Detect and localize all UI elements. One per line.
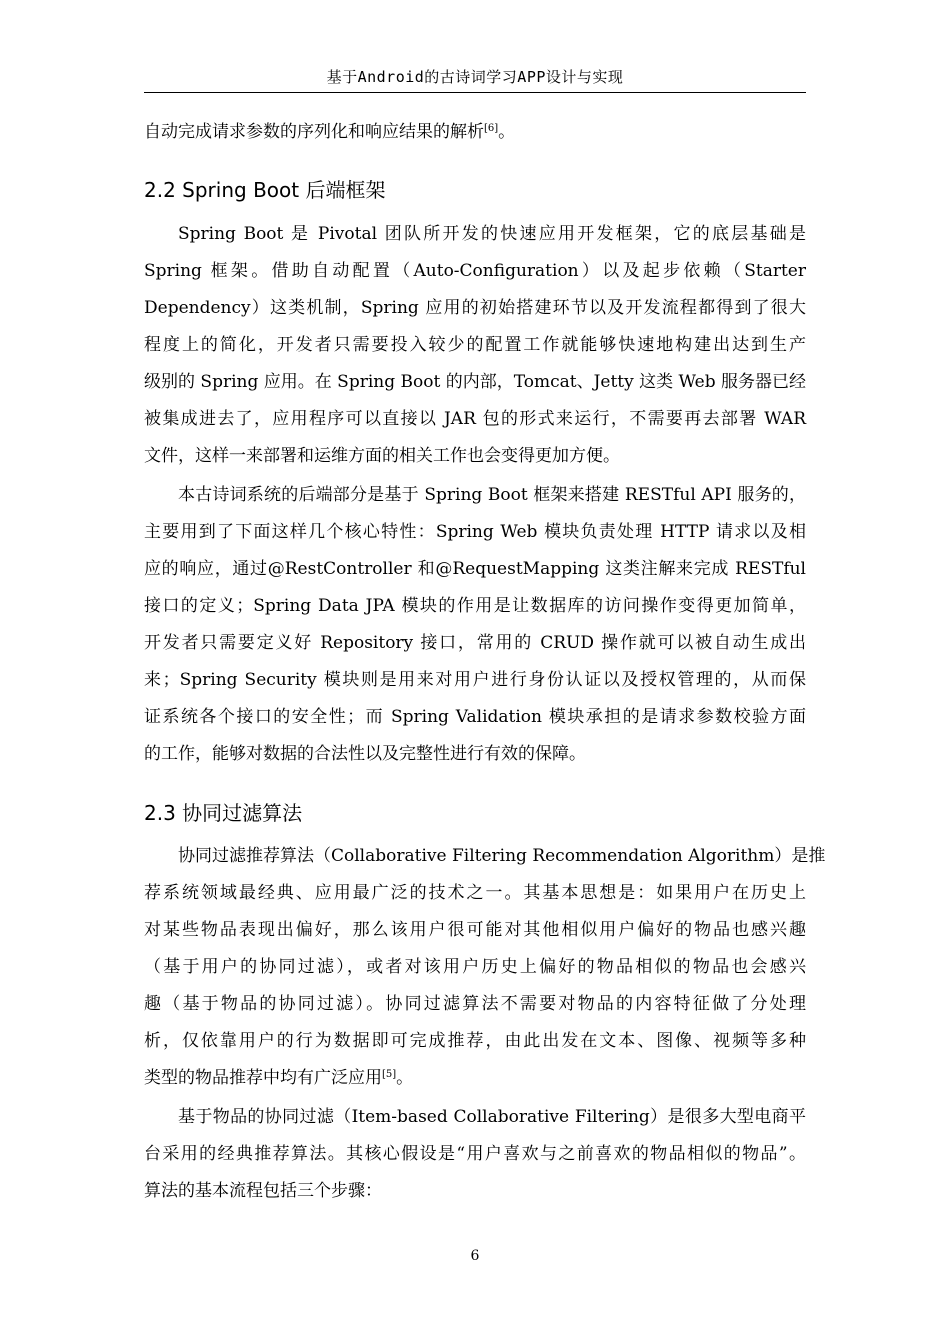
citation-ref: [5] [382,1069,397,1080]
paragraph-line: 应的响应，通过@RestController 和@RequestMapping 这类注解来完成 RESTful [144,559,806,579]
paragraph-line: 对某些物品表现出偏好，那么该用户很可能对其他相似用户偏好的物品也感兴趣 [144,920,806,940]
paragraph-line: Spring Boot 是 Pivotal 团队所开发的快速应用开发框架，它的底层基础是 [178,224,806,244]
paragraph-line: 开发者只需要定义好 Repository 接口，常用的 CRUD 操作就可以被自动生成出 [144,633,806,653]
paragraph-line: 台采用的经典推荐算法。其核心假设是“用户喜欢与之前喜欢的物品相似的物品”。 [144,1144,806,1164]
paragraph-line: （基于用户的协同过滤），或者对该用户历史上偏好的物品相似的物品也会感兴 [144,957,806,977]
header-rule [144,92,806,93]
paragraph-line: 程度上的简化，开发者只需要投入较少的配置工作就能够快速地构建出达到生产 [144,335,806,355]
text-span: 。 [498,122,516,142]
paragraph-line: 的工作，能够对数据的合法性以及完整性进行有效的保障。 [144,744,586,764]
paragraph-line [144,1068,806,1088]
paragraph-line: 算法的基本流程包括三个步骤： [144,1181,382,1201]
paragraph-line: 证系统各个接口的安全性；而 Spring Validation 模块承担的是请求参数校验方面 [144,707,806,727]
paragraph-line [144,122,806,142]
paragraph-line: 协同过滤推荐算法（Collaborative Filtering Recommendation Algorithm）是推 [178,846,826,866]
citation-ref: [6] [484,123,499,134]
text-span: 自动完成请求参数的序列化和响应结果的解析 [144,122,484,142]
text-span: 类型的物品推荐中均有广泛应用 [144,1068,382,1088]
paragraph-line: 析，仅依靠用户的行为数据即可完成推荐，由此出发在文本、图像、视频等多种 [144,1031,806,1051]
section-heading-2-3: 2.3 协同过滤算法 [144,801,303,825]
paragraph-line: 主要用到了下面这样几个核心特性：Spring Web 模块负责处理 HTTP 请求以及相 [144,522,806,542]
text-span: 。 [396,1068,414,1088]
paragraph-line: 趣（基于物品的协同过滤）。协同过滤算法不需要对物品的内容特征做了分处理 [144,994,806,1014]
paragraph-line: 接口的定义；Spring Data JPA 模块的作用是让数据库的访问操作变得更加简单， [144,596,806,616]
paragraph-line: 来；Spring Security 模块则是用来对用户进行身份认证以及授权管理的，从而保 [144,670,806,690]
page-number: 6 [470,1248,480,1264]
paragraph-line: Spring 框架。借助自动配置（Auto-Configuration）以及起步依赖（Starter [144,261,806,281]
section-heading-2-2: 2.2 Spring Boot 后端框架 [144,178,386,202]
paragraph-line: 荐系统领域最经典、应用最广泛的技术之一。其基本思想是：如果用户在历史上 [144,883,806,903]
paragraph-line: 级别的 Spring 应用。在 Spring Boot 的内部，Tomcat、Jetty 这类 Web 服务器已经 [144,372,806,392]
header-title: 基于Android的古诗词学习APP设计与实现 [326,68,624,86]
paragraph-line: Dependency）这类机制，Spring 应用的初始搭建环节以及开发流程都得到了很大 [144,298,806,318]
paragraph-line: 被集成进去了，应用程序可以直接以 JAR 包的形式来运行，不需要再去部署 WAR [144,409,806,429]
paragraph-line: 本古诗词系统的后端部分是基于 Spring Boot 框架来搭建 RESTful API 服务的， [178,485,806,505]
paragraph-line: 基于物品的协同过滤（Item-based Collaborative Filtering）是很多大型电商平 [178,1107,806,1127]
paragraph-line: 文件，这样一来部署和运维方面的相关工作也会变得更加方便。 [144,446,620,466]
